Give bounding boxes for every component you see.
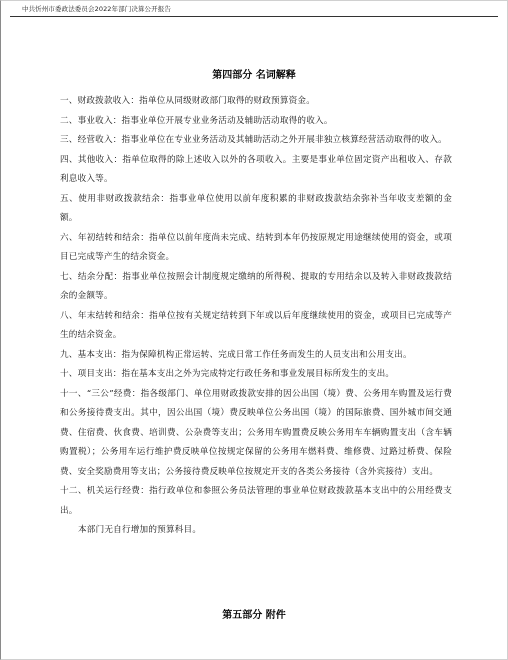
definition-item: 五、使用非财政拨款结余：指事业单位使用以前年度积累的非财政拨款结余弥补当年收支差额的金额。 (60, 193, 452, 223)
definition-item: 十、项目支出：指在基本支出之外为完成特定行政任务和事业发展目标所发生的支出。 (60, 369, 395, 379)
definition-item: 六、年初结转和结余：指单位以前年度尚未完成、结转到本年仍按原规定用途继续使用的资金，或项目已完成等产生的结余资金。 (60, 232, 452, 262)
definition-item: 三、经营收入：指事业单位在专业业务活动及其辅助活动之外开展非独立核算经营活动取得的收入。 (60, 135, 447, 145)
running-header: 中共忻州市委政法委员会2022年部门决算公开报告 (22, 5, 171, 13)
definition-item: 十二、机关运行经费：指行政单位和参照公务员法管理的事业单位财政拨款基本支出中的公用经费支出。 (60, 486, 452, 516)
definition-item: 七、结余分配：指事业单位按照会计制度规定缴纳的所得税、提取的专用结余以及转入非财政拨款结余的金额等。 (60, 271, 452, 301)
definition-item: 九、基本支出：指为保障机构正常运转、完成日常工作任务而发生的人员支出和公用支出。 (60, 349, 412, 360)
closing-note: 本部门无自行增加的预算科目。 (78, 525, 202, 535)
definition-item: 一、财政拨款收入：指单位从同级财政部门取得的财政预算资金。 (60, 96, 316, 106)
section-title-5: 第五部分 附件 (222, 610, 286, 621)
section-title-4: 第四部分 名词解释 (212, 70, 296, 81)
definition-item: 十一、“三公”经费：指各级部门、单位用财政拨款安排的因公出国（境）费、公务用车购置及运行费和公务接待费支出。其中，因公出国（境）费反映单位公务出国（境）的国际旅费、国外城市间交通费、住宿费、伙食费、培训费、公杂费等支出；公务用车购置费反映公务用车车辆购置支出（含车辆购置税）；公务用车运行维护费反映单位按规定保留的公务用车燃料费、维修费、过路过桥费、保险费、安全奖励费用等支出；公务接待费反映单位按规定开支的各类公务接待（含外宾接待）支出。 (60, 388, 452, 477)
definition-item: 四、其他收入：指单位取得的除上述收入以外的各项收入。主要是事业单位固定资产出租收入、存款利息收入等。 (60, 154, 452, 184)
body-text (60, 92, 452, 541)
definition-item: 二、事业收入：指事业单位开展专业业务活动及辅助活动取得的收入。 (60, 115, 333, 126)
header-rule (10, 16, 498, 17)
definition-item: 八、年末结转和结余：指单位按有关规定结转到下年或以后年度继续使用的资金，或项目已完成等产生的结余资金。 (60, 310, 452, 340)
